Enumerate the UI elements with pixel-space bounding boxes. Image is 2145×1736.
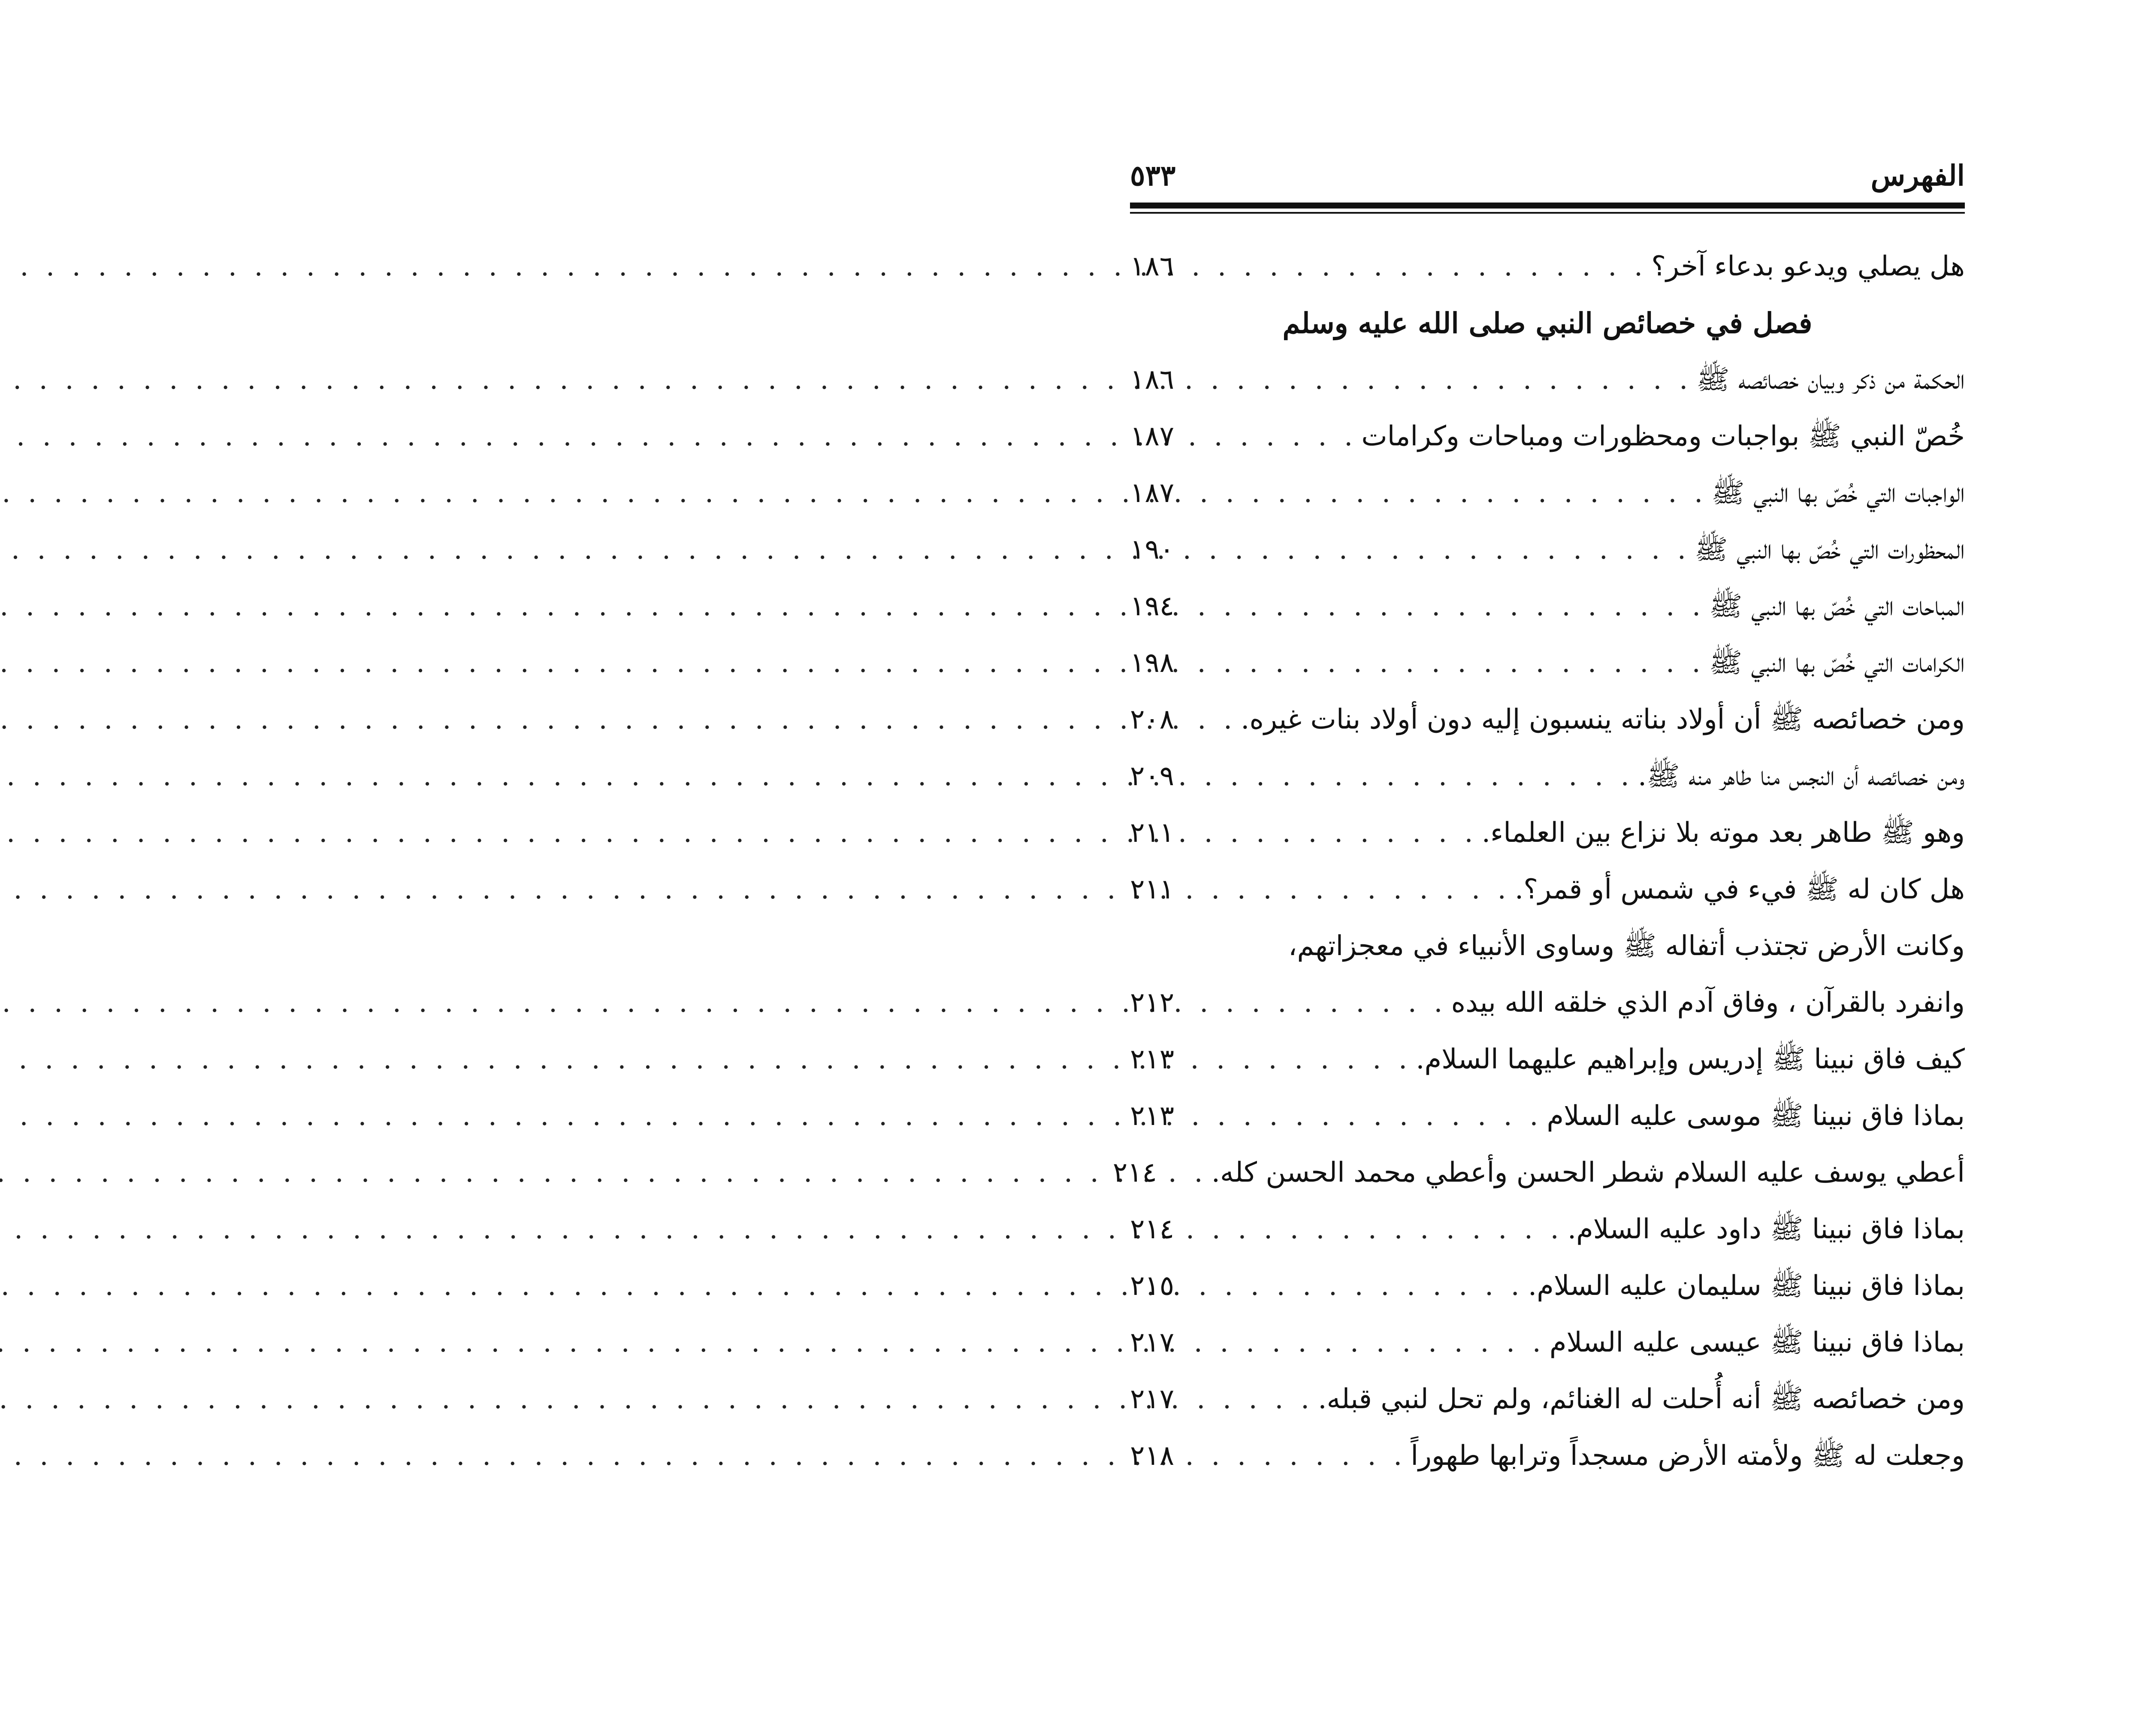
- toc-entry-title: المحظورات التي خُصّ بها النبي ﷺ: [1695, 534, 1965, 566]
- toc-entry-title: الحكمة من ذكر وبيان خصائصه ﷺ: [1696, 364, 1965, 396]
- table-of-contents: [1112, 238, 1965, 1484]
- dot-leader: [1207, 691, 1236, 748]
- toc-entry: [1130, 1258, 1965, 1314]
- dot-leader: [1207, 1371, 1314, 1428]
- header-rule-thick: [1130, 203, 1965, 209]
- dot-leader: [1207, 351, 1692, 408]
- toc-entry-page: ٢١٣: [1130, 1043, 1175, 1075]
- toc-entry: [1130, 974, 1965, 1031]
- dot-leader: [1207, 578, 1705, 635]
- toc-entry: [1130, 465, 1965, 521]
- toc-entry-title: بماذا فاق نبينا ﷺ موسى عليه السلام: [1547, 1100, 1965, 1132]
- section-heading: فصل في خصائص النبي صلى الله عليه وسلم: [1282, 306, 1813, 340]
- toc-entry-page: ١٩٨: [1130, 647, 1175, 679]
- toc-entry-page: ١٨٦: [1130, 251, 1175, 282]
- toc-entry: [1130, 521, 1965, 578]
- toc-entry-title: وجعلت له ﷺ ولأمته الأرض مسجداً وترابها طهوراً: [1411, 1440, 1965, 1472]
- toc-entry: [1130, 748, 1965, 804]
- toc-entry: [1130, 408, 1965, 465]
- toc-entry: [1130, 1428, 1965, 1484]
- toc-entry-page: ١٩٠: [1130, 534, 1175, 566]
- toc-entry-title: وهو ﷺ طاهر بعد موته بلا نزاع بين العلماء.: [1481, 817, 1965, 849]
- header-rule-thin: [1130, 212, 1965, 214]
- toc-entry-page: ١٨٧: [1130, 477, 1175, 509]
- toc-entry: [1130, 804, 1965, 861]
- toc-entry: [1130, 1201, 1965, 1258]
- dot-leader: [1207, 521, 1690, 578]
- dot-leader: [1207, 1201, 1563, 1258]
- dot-leader: [1207, 1031, 1411, 1088]
- toc-entry-page: ٢١١: [1130, 874, 1175, 905]
- toc-entry-title: هل يصلي ويدعو بدعاء آخر؟: [1651, 251, 1965, 282]
- toc-entry-title: ومن خصائصه ﷺ أنه أُحلت له الغنائم، ولم تحل لنبي قبله.: [1318, 1383, 1965, 1415]
- toc-entry-title: المباحات التي خُصّ بها النبي ﷺ: [1709, 590, 1965, 622]
- toc-entry-title: كيف فاق نبينا ﷺ إدريس وإبراهيم عليهما السلام.: [1416, 1043, 1965, 1075]
- running-header: [1130, 154, 1965, 206]
- toc-entry-page: ١٩٤: [1130, 590, 1175, 622]
- toc-entry: [1130, 1031, 1965, 1088]
- toc-entry-title: الكرامات التي خُصّ بها النبي ﷺ: [1709, 647, 1965, 679]
- toc-entry: [1130, 861, 1965, 918]
- toc-entry-page: ٢١١: [1130, 817, 1175, 849]
- dot-leader: [1207, 974, 1447, 1031]
- toc-entry: [1130, 1371, 1965, 1428]
- toc-entry-title: خُصّ النبي ﷺ بواجبات ومحظورات ومباحات وكرامات: [1361, 420, 1965, 452]
- dot-leader: [1190, 1144, 1207, 1201]
- toc-entry-page: ١٨٧: [1130, 420, 1175, 452]
- toc-entry: [1112, 1144, 1965, 1201]
- toc-entry-page: ٢٠٩: [1130, 760, 1175, 792]
- toc-entry-page: ٢٠٨: [1130, 704, 1175, 735]
- toc-entry-page: ٢١٣: [1130, 1100, 1175, 1132]
- dot-leader: [1207, 635, 1705, 691]
- toc-entry-title: ومن خصائصه أن النجس منا طاهر منه ﷺ.: [1637, 760, 1965, 792]
- toc-entry-title: أعطي يوسف عليه السلام شطر الحسن وأعطي محمد الحسن كله.: [1211, 1157, 1965, 1189]
- dot-leader: [1207, 1314, 1545, 1371]
- dot-leader: [1207, 408, 1357, 465]
- toc-entry: [1130, 238, 1965, 295]
- toc-entry: [1130, 1314, 1965, 1371]
- toc-entry-page: ١٨٦: [1130, 364, 1175, 396]
- toc-entry-title: هل كان له ﷺ فيء في شمس أو قمر؟.: [1514, 874, 1965, 905]
- toc-entry-title: بماذا فاق نبينا ﷺ سليمان عليه السلام.: [1528, 1270, 1965, 1302]
- dot-leader: [1207, 1088, 1543, 1144]
- toc-entry-page: ٢١٧: [1130, 1383, 1175, 1415]
- book-page: [915, 0, 2145, 1736]
- toc-entry: [1130, 351, 1965, 408]
- toc-entry-page: ٢١٥: [1130, 1270, 1175, 1302]
- toc-entry-first-line: وكانت الأرض تجتذب أتفاله ﷺ وساوى الأنبياء في معجزاتهم،: [1288, 930, 1965, 962]
- toc-entry: [1130, 1088, 1965, 1144]
- toc-entry-page: ٢١٤: [1112, 1157, 1157, 1189]
- dot-leader: [1207, 238, 1647, 295]
- toc-entry-title: بماذا فاق نبينا ﷺ داود عليه السلام.: [1567, 1213, 1965, 1245]
- toc-entry-page: ٢١٨: [1130, 1440, 1175, 1472]
- toc-entry-page: ٢١٧: [1130, 1327, 1175, 1358]
- toc-entry-page: ٢١٢: [1130, 987, 1175, 1019]
- toc-entry-title: بماذا فاق نبينا ﷺ عيسى عليه السلام: [1549, 1327, 1965, 1358]
- toc-entry-page: ٢١٤: [1130, 1213, 1175, 1245]
- toc-entry: [1130, 635, 1965, 691]
- dot-leader: [1207, 804, 1477, 861]
- dot-leader: [1207, 861, 1511, 918]
- toc-entry: [1130, 691, 1965, 748]
- toc-entry-title: ومن خصائصه ﷺ أن أولاد بناته ينسبون إليه دون أولاد بنات غيره.: [1241, 704, 1965, 735]
- dot-leader: [1207, 465, 1707, 521]
- toc-entry-title: الواجبات التي خُصّ بها النبي ﷺ: [1711, 477, 1965, 509]
- dot-leader: [1207, 748, 1634, 804]
- toc-entry: [1130, 578, 1965, 635]
- dot-leader: [1207, 1428, 1406, 1484]
- dot-leader: [1207, 1258, 1524, 1314]
- toc-entry-title: وانفرد بالقرآن ، وفاق آدم الذي خلقه الله بيده: [1451, 987, 1965, 1019]
- header-page-number: ٥٣٣: [1130, 159, 1176, 192]
- header-title: الفهرس: [1870, 159, 1965, 192]
